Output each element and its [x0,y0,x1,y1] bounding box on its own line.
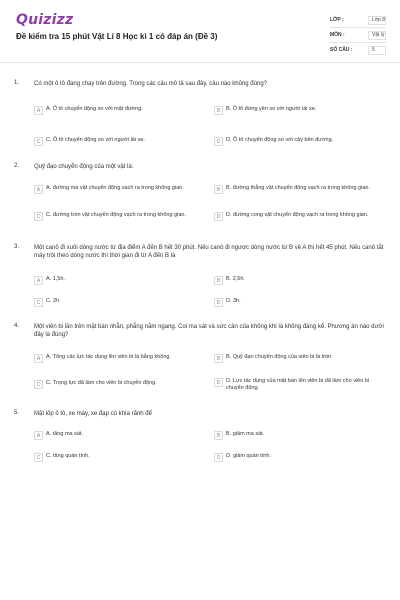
option-letter: B [214,276,223,285]
option-d[interactable] [214,378,374,392]
question-number: 5. [14,410,20,416]
option-text: A. Tổng các lực tác dụng lên viên bi là bằng không. [46,354,171,360]
option-text: D. Lực tác dụng của mặt bàn lên viên bi đã làm cho viên bi chuyển động. [226,378,370,391]
option-letter: C [34,380,43,389]
worksheet-meta [330,13,386,57]
option-text: C. 2h. [46,298,61,304]
option-text: B. Ô tô đứng yên so với người lái xe. [226,106,317,112]
option-text: D. 3h. [226,298,241,304]
option-d[interactable] [214,137,374,146]
question-1 [14,80,386,150]
option-text: D. đường cong vật chuyển động vạch ra trong không gian. [226,212,369,218]
option-text: B. Quỹ đạo chuyển động của viên bi là tròn [226,354,332,360]
question-text: Một canô đi xuôi dòng nước từ địa điểm A đến B hết 30 phút. Nếu canô đi ngược dòng nước từ B về A thì hết 45 phút. Nếu canô tắt máy trôi theo dòng nước thì thời gian đi từ A đến B là [34,245,384,259]
subject-field[interactable]: Vật lý [368,31,386,40]
option-a[interactable] [34,106,194,115]
option-letter: C [34,298,43,307]
option-letter: B [214,354,223,363]
option-text: C. Trọng lực đã làm cho viên bi chuyển động. [46,380,157,386]
meta-row-count [330,43,386,57]
option-text: C. tăng quán tính. [46,453,90,459]
option-letter: D [214,378,223,387]
option-letter: B [214,185,223,194]
question-5 [14,410,386,470]
option-d[interactable] [214,298,374,307]
option-a[interactable] [34,431,194,440]
option-b[interactable] [214,431,374,440]
option-text: A. 1,5h. [46,276,65,282]
meta-row-subject [330,28,386,43]
option-text: B. giảm ma sát. [226,431,265,437]
option-letter: C [34,137,43,146]
option-text: A. tăng ma sát. [46,431,83,437]
option-c[interactable] [34,137,194,146]
option-text: D. Ô tô chuyển động so với cây bên đường. [226,137,334,143]
option-d[interactable] [214,453,374,462]
option-letter: D [214,453,223,462]
option-letter: A [34,354,43,363]
option-letter: C [34,212,43,221]
meta-row-class [330,13,386,28]
question-number: 4. [14,323,20,329]
option-letter: A [34,106,43,115]
question-number: 2. [14,163,20,169]
option-letter: B [214,431,223,440]
option-text: A. Ô tô chuyển động so với mặt đường. [46,106,143,112]
question-number: 3. [14,244,20,250]
header-divider [0,62,400,63]
option-b[interactable] [214,106,374,115]
question-3 [14,244,386,314]
meta-label: MÔN : [330,32,345,38]
question-2 [14,163,386,233]
option-b[interactable] [214,276,374,285]
option-letter: D [214,298,223,307]
option-c[interactable] [34,453,194,462]
option-text: C. đường tròn vật chuyển động vạch ra trong không gian. [46,212,186,218]
option-letter: A [34,276,43,285]
option-text: B. 2,5h. [226,276,245,282]
option-text: B. đường thẳng vật chuyển động vạch ra trong không gian. [226,185,370,191]
option-letter: A [34,185,43,194]
question-number: 1. [14,80,20,86]
question-4 [14,323,386,398]
option-text: C. Ô tô chuyển động so với người lái xe. [46,137,145,143]
question-text: Có một ô tô đang chạy trên đường. Trong các câu mô tả sau đây, câu nào không đúng? [34,81,267,87]
option-c[interactable] [34,298,194,307]
option-d[interactable] [214,212,374,221]
option-text: D. giảm quán tính. [226,453,271,459]
option-letter: C [34,453,43,462]
option-c[interactable] [34,380,194,389]
option-a[interactable] [34,185,194,194]
option-text: A. đường mà vật chuyển động vạch ra trong không gian. [46,185,184,191]
meta-label: LỚP : [330,17,344,23]
question-count-field[interactable]: 5 [368,46,386,55]
question-text: Mặt lốp ô tô, xe máy, xe đạp có khía rãnh để [34,411,152,417]
option-a[interactable] [34,354,194,363]
quizizz-logo: Quizizz [16,12,74,28]
meta-label: SỐ CÂU : [330,47,353,53]
option-b[interactable] [214,185,374,194]
option-letter: A [34,431,43,440]
worksheet-title: Đề kiểm tra 15 phút Vật Lí 8 Học kì 1 có đáp án (Đề 3) [16,32,218,41]
option-c[interactable] [34,212,194,221]
option-b[interactable] [214,354,374,363]
class-field[interactable]: Lớp 8 [368,16,386,25]
option-a[interactable] [34,276,194,285]
question-text: Một viên bi lăn trên mặt bàn nhẵn, phẳng nằm ngang. Coi ma sát và sức cản của không khí là không đáng kể. Phương án nào dưới đây là đúng? [34,324,384,338]
option-letter: B [214,106,223,115]
question-text: Quỹ đạo chuyển động của một vật là: [34,164,134,170]
option-letter: D [214,137,223,146]
option-letter: D [214,212,223,221]
